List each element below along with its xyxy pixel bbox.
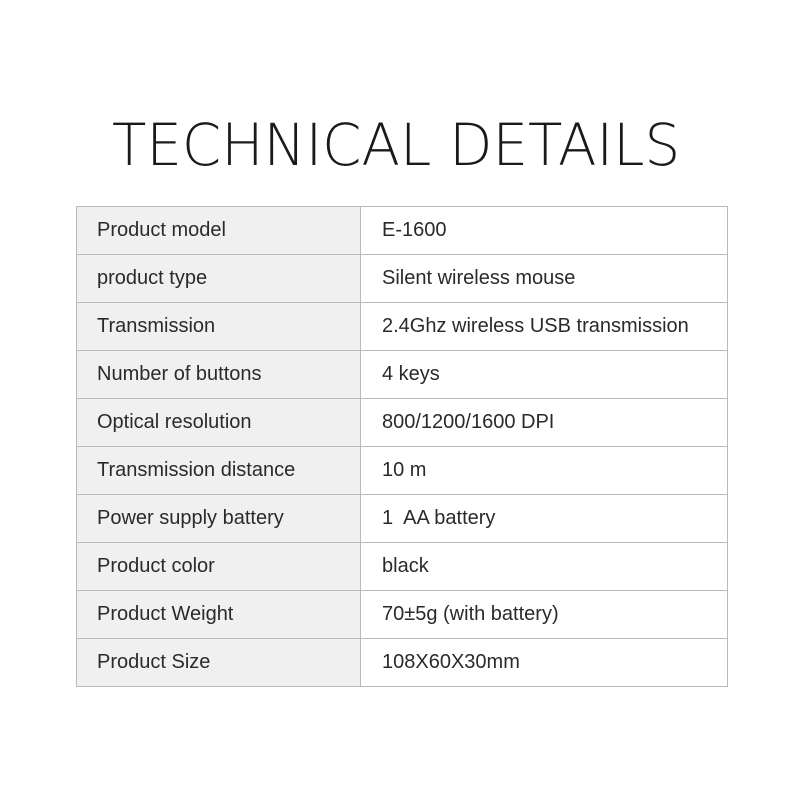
spec-label: Product Size <box>77 639 361 687</box>
spec-label: product type <box>77 255 361 303</box>
spec-row-product-type <box>77 255 728 303</box>
spec-row-transmission-distance <box>77 447 728 495</box>
spec-label: Product model <box>77 207 361 255</box>
spec-value: 1 AA battery <box>361 495 728 543</box>
spec-row-number-of-buttons <box>77 351 728 399</box>
spec-row-product-weight <box>77 591 728 639</box>
spec-value: black <box>361 543 728 591</box>
page-title: TECHNICAL DETAILS <box>112 111 681 179</box>
spec-value: E-1600 <box>361 207 728 255</box>
spec-value: 2.4Ghz wireless USB transmission <box>361 303 728 351</box>
spec-row-power-supply-battery <box>77 495 728 543</box>
spec-label: Transmission distance <box>77 447 361 495</box>
spec-value: Silent wireless mouse <box>361 255 728 303</box>
spec-table <box>76 206 728 687</box>
spec-value: 108X60X30mm <box>361 639 728 687</box>
spec-label: Number of buttons <box>77 351 361 399</box>
spec-value: 70±5g (with battery) <box>361 591 728 639</box>
spec-value: 4 keys <box>361 351 728 399</box>
spec-row-optical-resolution <box>77 399 728 447</box>
spec-label: Transmission <box>77 303 361 351</box>
spec-label: Product Weight <box>77 591 361 639</box>
spec-value: 10 m <box>361 447 728 495</box>
spec-label: Power supply battery <box>77 495 361 543</box>
spec-label: Optical resolution <box>77 399 361 447</box>
spec-row-transmission <box>77 303 728 351</box>
spec-label: Product color <box>77 543 361 591</box>
spec-row-product-model <box>77 207 728 255</box>
spec-row-product-color <box>77 543 728 591</box>
spec-value: 800/1200/1600 DPI <box>361 399 728 447</box>
spec-row-product-size <box>77 639 728 687</box>
